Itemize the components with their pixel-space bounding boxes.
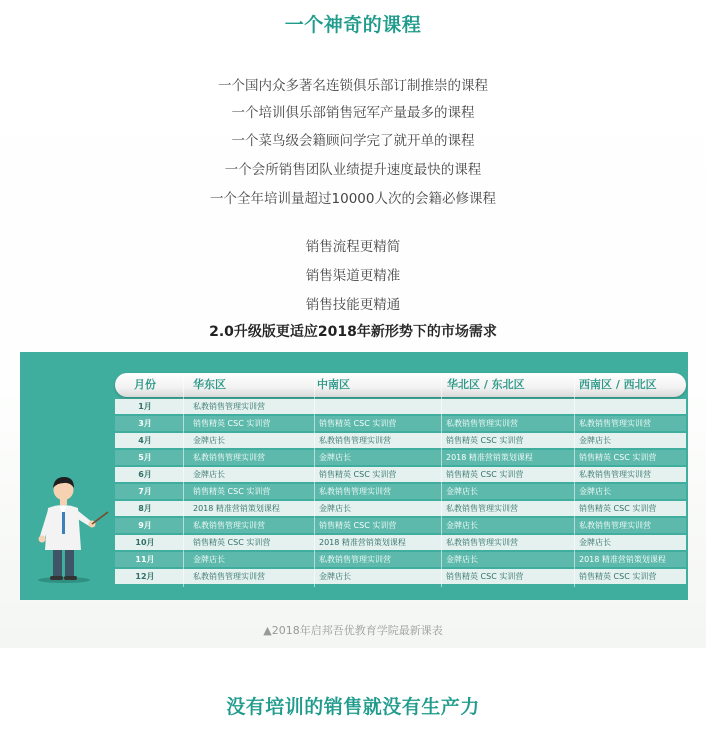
cell-north: 金牌店长 xyxy=(446,487,478,496)
schedule-table xyxy=(115,373,686,587)
table-row xyxy=(115,535,686,550)
section-title: 没有培训的销售就没有生产力 xyxy=(226,696,480,718)
cell-central-south: 2018 精准营销策划课程 xyxy=(319,538,406,547)
cell-west: 金牌店长 xyxy=(579,487,611,496)
cell-west xyxy=(579,399,684,414)
cell-north: 销售精英 CSC 实训营 xyxy=(446,470,524,479)
cell-west: 销售精英 CSC 实训营 xyxy=(579,504,657,513)
cell-north: 金牌店长 xyxy=(446,521,478,530)
cell-month: 6月 xyxy=(138,470,152,479)
benefit-line: 销售渠道更精准 xyxy=(305,268,401,284)
table-row xyxy=(115,450,686,465)
cell-central-south: 金牌店长 xyxy=(319,504,351,513)
cell-month: 4月 xyxy=(138,436,152,445)
cell-west: 金牌店长 xyxy=(579,436,611,445)
cell-west: 私教销售管理实训营 xyxy=(579,419,651,428)
cell-north: 2018 精准营销策划课程 xyxy=(446,453,533,462)
cell-month: 10月 xyxy=(135,538,155,547)
cell-central-south xyxy=(319,399,443,414)
image-caption: ▲2018年启邦吾优教育学院最新课表 xyxy=(263,624,443,637)
column-divider xyxy=(441,373,442,587)
cell-month: 12月 xyxy=(135,572,155,581)
cell-west: 销售精英 CSC 实训营 xyxy=(579,572,657,581)
table-row xyxy=(115,484,686,499)
cell-east: 金牌店长 xyxy=(193,436,225,445)
header-month: 月份 xyxy=(134,378,156,391)
cell-central-south: 私教销售管理实训营 xyxy=(319,436,391,445)
intro-line: 一个全年培训量超过10000人次的会籍必修课程 xyxy=(210,191,496,207)
intro-line: 一个会所销售团队业绩提升速度最快的课程 xyxy=(224,162,482,178)
cell-north: 私教销售管理实训营 xyxy=(446,419,518,428)
table-row xyxy=(115,569,686,584)
cell-central-south: 销售精英 CSC 实训营 xyxy=(319,419,397,428)
cell-east: 销售精英 CSC 实训营 xyxy=(193,487,271,496)
cell-central-south: 金牌店长 xyxy=(319,453,351,462)
header-west: 西南区 / 西北区 xyxy=(579,378,657,391)
table-row xyxy=(115,552,686,567)
cell-east: 销售精英 CSC 实训营 xyxy=(193,538,271,547)
header-east: 华东区 xyxy=(193,378,226,391)
cell-east: 销售精英 CSC 实训营 xyxy=(193,419,271,428)
cell-west: 私教销售管理实训营 xyxy=(579,521,651,530)
cell-month: 3月 xyxy=(138,419,152,428)
cell-west: 销售精英 CSC 实训营 xyxy=(579,453,657,462)
cell-central-south: 金牌店长 xyxy=(319,572,351,581)
cell-month: 5月 xyxy=(138,453,152,462)
cell-west: 2018 精准营销策划课程 xyxy=(579,555,666,564)
table-row xyxy=(115,518,686,533)
cell-east: 私教销售管理实训营 xyxy=(193,453,265,462)
column-divider xyxy=(314,373,315,587)
upgrade-line: 2.0升级版更适应2018年新形势下的市场需求 xyxy=(209,324,497,340)
benefit-line: 销售流程更精简 xyxy=(305,239,401,255)
teacher-illustration-icon xyxy=(26,464,112,584)
header-north: 华北区 / 东北区 xyxy=(447,378,525,391)
cell-central-south: 销售精英 CSC 实训营 xyxy=(319,521,397,530)
cell-west: 私教销售管理实训营 xyxy=(579,470,651,479)
cell-month: 7月 xyxy=(138,487,152,496)
cell-east: 私教销售管理实训营 xyxy=(193,402,265,411)
cell-north: 销售精英 CSC 实训营 xyxy=(446,436,524,445)
cell-east: 私教销售管理实训营 xyxy=(193,521,265,530)
schedule-banner xyxy=(20,352,688,600)
intro-line: 一个菜鸟级会籍顾问学完了就开单的课程 xyxy=(231,133,475,149)
column-divider xyxy=(183,373,184,587)
cell-month: 9月 xyxy=(138,521,152,530)
cell-central-south: 销售精英 CSC 实训营 xyxy=(319,470,397,479)
cell-north: 私教销售管理实训营 xyxy=(446,504,518,513)
cell-north: 销售精英 CSC 实训营 xyxy=(446,572,524,581)
intro-line: 一个国内众多著名连锁俱乐部订制推崇的课程 xyxy=(218,78,488,94)
table-row xyxy=(115,501,686,516)
header-central-south: 中南区 xyxy=(317,378,350,391)
cell-north: 金牌店长 xyxy=(446,555,478,564)
column-divider xyxy=(574,373,575,587)
cell-north xyxy=(446,399,574,414)
cell-north: 私教销售管理实训营 xyxy=(446,538,518,547)
cell-west: 金牌店长 xyxy=(579,538,611,547)
cell-east: 私教销售管理实训营 xyxy=(193,572,265,581)
table-row xyxy=(115,399,686,414)
cell-month: 1月 xyxy=(138,402,152,411)
cell-central-south: 私教销售管理实训营 xyxy=(319,555,391,564)
table-row xyxy=(115,433,686,448)
benefit-line: 销售技能更精通 xyxy=(305,297,401,313)
intro-line: 一个培训俱乐部销售冠军产量最多的课程 xyxy=(231,105,475,121)
cell-month: 8月 xyxy=(138,504,152,513)
table-row xyxy=(115,467,686,482)
table-row xyxy=(115,416,686,431)
cell-central-south: 私教销售管理实训营 xyxy=(319,487,391,496)
schedule-header-row xyxy=(115,373,686,397)
cell-east: 金牌店长 xyxy=(193,555,225,564)
cell-month: 11月 xyxy=(135,555,155,564)
page-title: 一个神奇的课程 xyxy=(284,14,422,36)
cell-east: 金牌店长 xyxy=(193,470,225,479)
cell-east: 2018 精准营销策划课程 xyxy=(193,504,280,513)
